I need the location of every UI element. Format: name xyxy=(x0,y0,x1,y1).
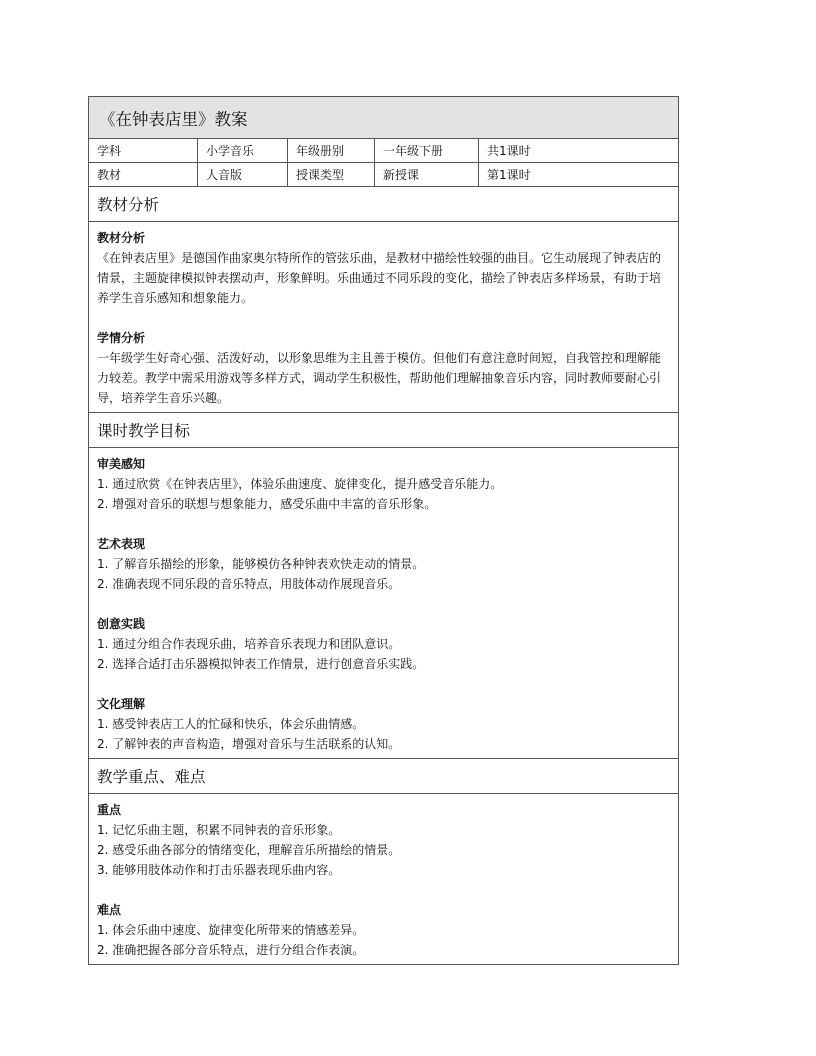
subheading: 艺术表现 xyxy=(97,537,146,551)
list-item: 2. 选择合适打击乐器模拟钟表工作情景，进行创意音乐实践。 xyxy=(97,657,425,671)
section-heading-objectives: 课时教学目标 xyxy=(89,413,678,448)
subheading: 审美感知 xyxy=(97,457,146,471)
list-item: 2. 准确把握各部分音乐特点，进行分组合作表演。 xyxy=(97,943,365,957)
section-body-materials xyxy=(89,222,678,413)
info-row-1 xyxy=(89,139,678,163)
list-item: 1. 通过分组合作表现乐曲，培养音乐表现力和团队意识。 xyxy=(97,637,401,651)
list-item: 1. 体会乐曲中速度、旋律变化所带来的情感差异。 xyxy=(97,923,365,937)
list-item: 2. 了解钟表的声音构造，增强对音乐与生活联系的认知。 xyxy=(97,737,401,751)
list-item: 2. 准确表现不同乐段的音乐特点，用肢体动作展现音乐。 xyxy=(97,577,401,591)
subject-value: 小学音乐 xyxy=(198,139,288,162)
subheading: 创意实践 xyxy=(97,617,146,631)
subheading: 重点 xyxy=(97,803,122,817)
lesson-plan-table xyxy=(88,96,679,965)
subject-label: 学科 xyxy=(89,139,198,162)
section-body-key-points xyxy=(89,794,678,964)
subheading: 教材分析 xyxy=(97,231,146,245)
list-item: 1. 了解音乐描绘的形象，能够模仿各种钟表欢快走动的情景。 xyxy=(97,557,425,571)
textbook-value: 人音版 xyxy=(198,163,288,186)
subheading: 文化理解 xyxy=(97,697,146,711)
list-item: 1. 通过欣赏《在钟表店里》，体验乐曲速度、旋律变化，提升感受音乐能力。 xyxy=(97,477,503,491)
section-heading-materials: 教材分析 xyxy=(89,187,678,222)
lesson-type-value: 新授课 xyxy=(375,163,479,186)
paragraph: 《在钟表店里》是德国作曲家奥尔特所作的管弦乐曲，是教材中描绘性较强的曲目。它生动展现了钟表店的情景，主题旋律模拟钟表摆动声，形象鲜明。乐曲通过不同乐段的变化，描绘了钟表店多样场景，有助于培养学生音乐感知和想象能力。 xyxy=(97,251,662,305)
subheading: 学情分析 xyxy=(97,331,146,345)
grade-value: 一年级下册 xyxy=(375,139,479,162)
list-item: 2. 感受乐曲各部分的情绪变化，理解音乐所描绘的情景。 xyxy=(97,843,401,857)
paragraph: 一年级学生好奇心强、活泼好动，以形象思维为主且善于模仿。但他们有意注意时间短，自我管控和理解能力较差。教学中需采用游戏等多样方式，调动学生积极性，帮助他们理解抽象音乐内容，同时教师要耐心引导，培养学生音乐兴趣。 xyxy=(97,351,662,405)
list-item: 3. 能够用肢体动作和打击乐器表现乐曲内容。 xyxy=(97,863,341,877)
subheading: 难点 xyxy=(97,903,122,917)
textbook-label: 教材 xyxy=(89,163,198,186)
total-periods: 共1课时 xyxy=(487,144,531,158)
list-item: 1. 记忆乐曲主题，积累不同钟表的音乐形象。 xyxy=(97,823,341,837)
document-title: 《在钟表店里》教案 xyxy=(89,97,678,139)
section-body-objectives xyxy=(89,448,678,759)
lesson-type-label: 授课类型 xyxy=(288,163,375,186)
current-period: 第1课时 xyxy=(487,168,531,182)
info-row-2 xyxy=(89,163,678,187)
section-heading-key-points: 教学重点、难点 xyxy=(89,759,678,794)
grade-label: 年级册别 xyxy=(288,139,375,162)
list-item: 1. 感受钟表店工人的忙碌和快乐，体会乐曲情感。 xyxy=(97,717,365,731)
list-item: 2. 增强对音乐的联想与想象能力，感受乐曲中丰富的音乐形象。 xyxy=(97,497,437,511)
